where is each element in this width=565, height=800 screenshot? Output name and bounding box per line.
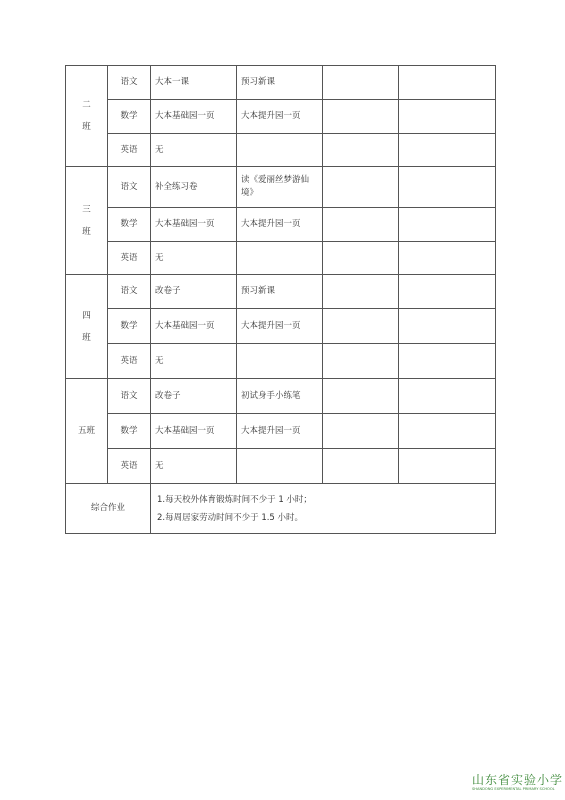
empty-cell xyxy=(399,242,496,275)
subject-cell: 英语 xyxy=(108,134,151,167)
table-row xyxy=(66,167,496,208)
table-row xyxy=(66,309,496,344)
empty-cell xyxy=(399,414,496,449)
empty-cell xyxy=(399,134,496,167)
subject-cell: 数学 xyxy=(108,309,151,344)
table-row xyxy=(66,275,496,309)
empty-cell xyxy=(323,414,399,449)
empty-cell xyxy=(399,344,496,379)
summary-content xyxy=(151,484,496,534)
homework-table-body xyxy=(66,66,496,534)
homework-cell xyxy=(237,242,323,275)
empty-cell xyxy=(323,134,399,167)
homework-cell: 读《爱丽丝梦游仙境》 xyxy=(237,167,323,208)
school-logo-title: 山东省实验小学 xyxy=(472,773,564,787)
empty-cell xyxy=(399,208,496,242)
empty-cell xyxy=(323,167,399,208)
class-name-bottom: 班 xyxy=(82,332,91,343)
homework-table xyxy=(65,65,496,534)
subject-cell: 语文 xyxy=(108,66,151,100)
empty-cell xyxy=(323,275,399,309)
class-name-top: 二 xyxy=(82,100,91,110)
table-row xyxy=(66,379,496,414)
summary-label: 综合作业 xyxy=(66,484,151,534)
class-name-top: 五班 xyxy=(77,426,95,436)
class-name-cell xyxy=(66,167,108,275)
empty-cell xyxy=(399,449,496,484)
empty-cell xyxy=(323,309,399,344)
empty-cell xyxy=(323,208,399,242)
homework-cell: 无 xyxy=(151,344,237,379)
table-row xyxy=(66,208,496,242)
homework-cell: 大本提升园一页 xyxy=(237,100,323,134)
empty-cell xyxy=(399,100,496,134)
table-row xyxy=(66,66,496,100)
summary-line2: 2.每周居家劳动时间不少于 1.5 小时。 xyxy=(157,512,304,523)
summary-line1: 1.每天校外体育锻炼时间不少于 1 小时； xyxy=(157,494,312,505)
empty-cell xyxy=(323,242,399,275)
subject-cell: 语文 xyxy=(108,167,151,208)
homework-cell: 大本提升园一页 xyxy=(237,208,323,242)
school-logo-subtitle: SHANDONG EXPERIMENTAL PRIMARY SCHOOL xyxy=(472,787,555,791)
table-row xyxy=(66,242,496,275)
class-name-bottom: 班 xyxy=(82,226,91,237)
homework-cell: 无 xyxy=(151,134,237,167)
subject-cell: 语文 xyxy=(108,275,151,309)
homework-cell: 预习新课 xyxy=(237,66,323,100)
empty-cell xyxy=(323,449,399,484)
subject-cell: 英语 xyxy=(108,242,151,275)
class-name-bottom: 班 xyxy=(82,122,91,132)
homework-cell: 大本基础园一页 xyxy=(151,414,237,449)
empty-cell xyxy=(399,379,496,414)
class-name-cell xyxy=(66,275,108,379)
school-logo xyxy=(472,774,562,792)
empty-cell xyxy=(323,66,399,100)
empty-cell xyxy=(399,167,496,208)
homework-cell: 改卷子 xyxy=(151,275,237,309)
table-row xyxy=(66,344,496,379)
table-row xyxy=(66,449,496,484)
empty-cell xyxy=(323,100,399,134)
homework-cell: 预习新课 xyxy=(237,275,323,309)
homework-cell: 补全练习卷 xyxy=(151,167,237,208)
homework-cell: 大本提升园一页 xyxy=(237,414,323,449)
class-name-top: 四 xyxy=(82,310,91,321)
class-name-cell xyxy=(66,66,108,167)
table-row xyxy=(66,414,496,449)
homework-cell: 初试身手小练笔 xyxy=(237,379,323,414)
subject-cell: 数学 xyxy=(108,100,151,134)
class-name-top: 三 xyxy=(82,204,91,215)
homework-cell: 大本提升园一页 xyxy=(237,309,323,344)
subject-cell: 英语 xyxy=(108,344,151,379)
homework-cell xyxy=(237,344,323,379)
homework-cell: 改卷子 xyxy=(151,379,237,414)
homework-cell: 无 xyxy=(151,449,237,484)
homework-cell: 大本基础园一页 xyxy=(151,309,237,344)
empty-cell xyxy=(399,309,496,344)
subject-cell: 数学 xyxy=(108,414,151,449)
subject-cell: 语文 xyxy=(108,379,151,414)
homework-cell xyxy=(237,449,323,484)
homework-cell: 大本基础园一页 xyxy=(151,100,237,134)
table-row xyxy=(66,100,496,134)
empty-cell xyxy=(323,379,399,414)
subject-cell: 数学 xyxy=(108,208,151,242)
empty-cell xyxy=(323,344,399,379)
homework-cell xyxy=(237,134,323,167)
class-name-cell xyxy=(66,379,108,484)
homework-cell: 无 xyxy=(151,242,237,275)
summary-row xyxy=(66,484,496,534)
homework-cell: 大本一课 xyxy=(151,66,237,100)
homework-cell: 大本基础园一页 xyxy=(151,208,237,242)
subject-cell: 英语 xyxy=(108,449,151,484)
empty-cell xyxy=(399,66,496,100)
empty-cell xyxy=(399,275,496,309)
table-row xyxy=(66,134,496,167)
